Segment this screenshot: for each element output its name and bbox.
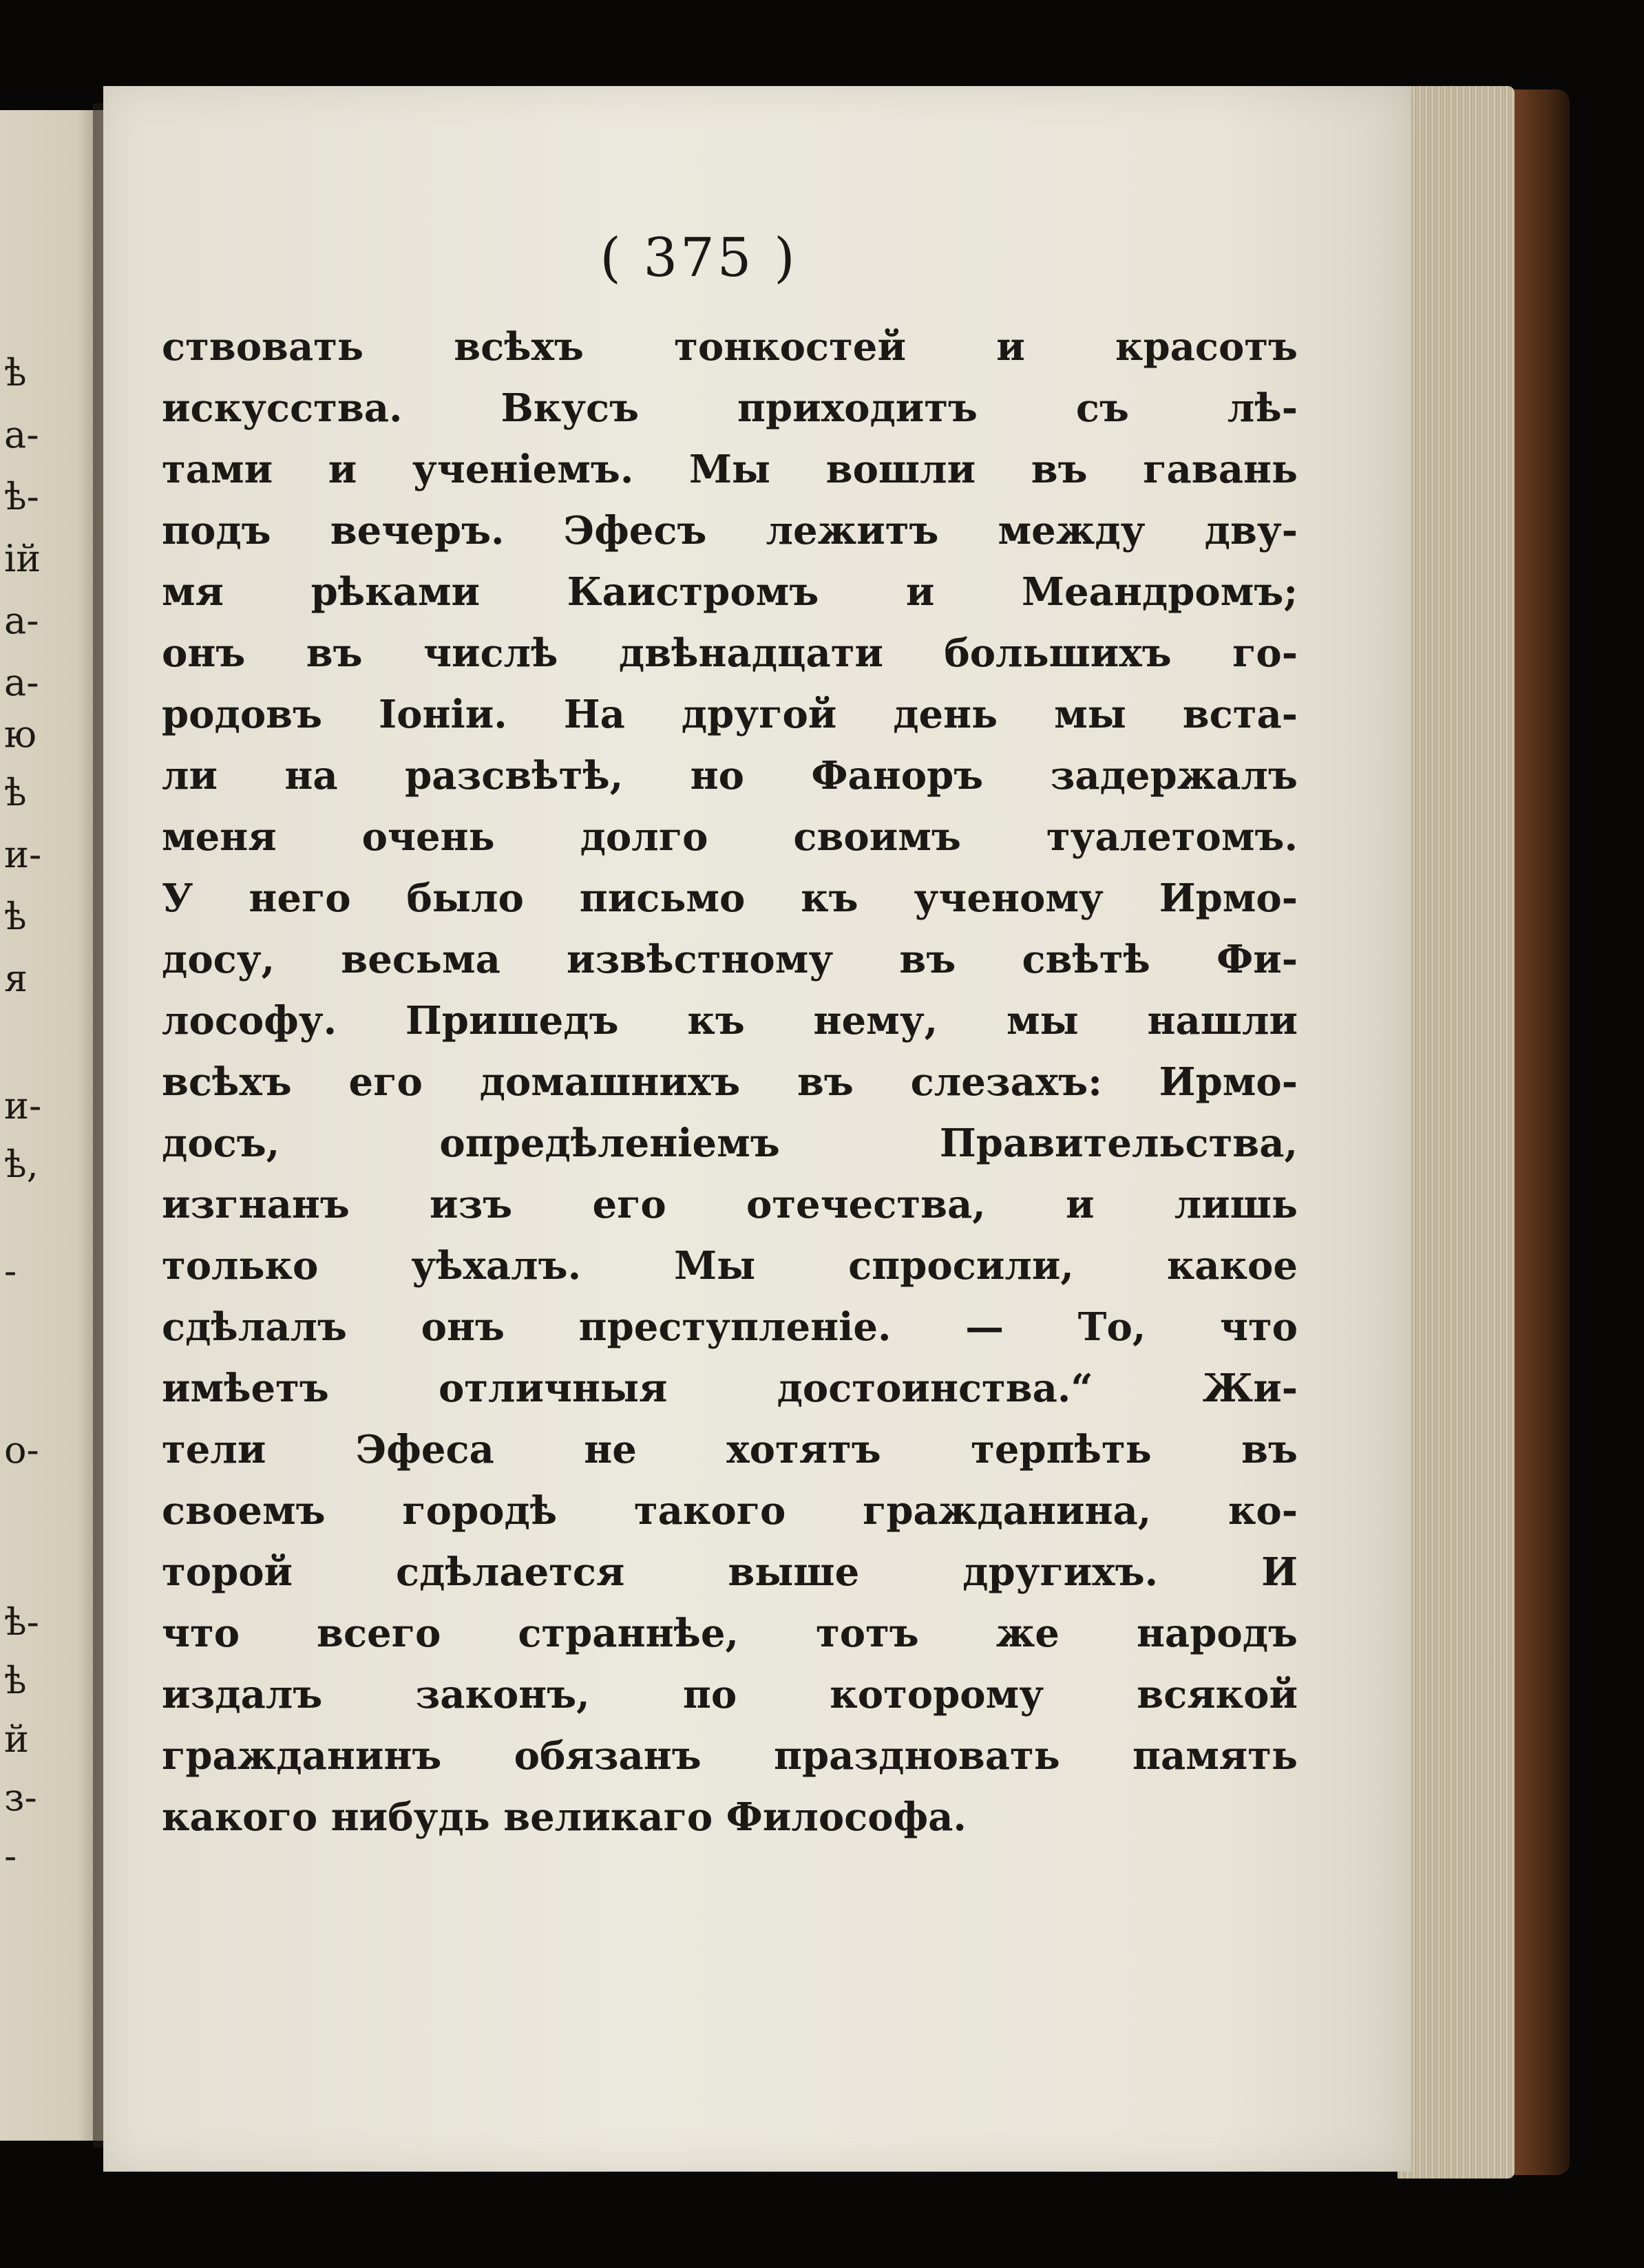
left-page-fragment: а- xyxy=(4,413,39,456)
text-line: тами и ученіемъ. Мы вошли въ гавань xyxy=(162,447,1298,492)
left-page-fragment: ѣ xyxy=(4,1659,27,1702)
text-line: какого нибудь великаго Философа. xyxy=(162,1794,967,1840)
text-line: торой сдѣлается выше другихъ. И xyxy=(162,1549,1298,1595)
text-line: тели Эфеса не хотятъ терпѣть въ xyxy=(162,1427,1298,1472)
text-line: онъ въ числѣ двѣнадцати большихъ го- xyxy=(162,630,1298,676)
text-line: лософу. Пришедъ къ нему, мы нашли xyxy=(162,998,1298,1043)
left-page-fragment: ій xyxy=(4,537,41,580)
left-page-fragment: - xyxy=(4,1834,17,1878)
text-line: искусства. Вкусъ приходитъ съ лѣ- xyxy=(162,385,1298,431)
page-text xyxy=(162,317,1298,1848)
text-line: издалъ законъ, по которому всякой xyxy=(162,1672,1298,1717)
text-line: меня очень долго своимъ туалетомъ. xyxy=(162,814,1298,860)
left-page-fragment: ѣ- xyxy=(4,1600,39,1644)
text-line: всѣхъ его домашнихъ въ слезахъ: Ирмо- xyxy=(162,1059,1298,1105)
left-page-fragment: ѣ- xyxy=(4,475,39,518)
text-line: что всего страннѣе, тотъ же народъ xyxy=(162,1611,1298,1656)
left-page-fragment: я xyxy=(4,957,28,1000)
left-page-fragment: о- xyxy=(4,1428,39,1472)
page-edges xyxy=(1398,86,1515,2179)
text-line: подъ вечеръ. Эфесъ лежитъ между дву- xyxy=(162,508,1298,553)
text-line: ли на разсвѣтѣ, но Фаноръ задержалъ xyxy=(162,753,1298,798)
left-facing-page xyxy=(0,110,103,2141)
left-page-fragment: ѣ xyxy=(4,351,27,394)
left-page-fragment: а- xyxy=(4,599,39,642)
left-page-fragment: а- xyxy=(4,661,39,704)
text-line: имѣетъ отличныя достоинства.“ Жи- xyxy=(162,1366,1298,1411)
text-line: мя рѣками Каистромъ и Меандромъ; xyxy=(162,569,1298,615)
left-page-fragment: ѣ xyxy=(4,771,27,814)
left-page-fragment: ѣ xyxy=(4,895,27,938)
page-number: ( 375 ) xyxy=(600,227,798,289)
book-page xyxy=(103,86,1411,2172)
text-line: своемъ городѣ такого гражданина, ко- xyxy=(162,1488,1298,1534)
text-line: досъ, опредѣленіемъ Правительства, xyxy=(162,1121,1298,1166)
text-line: только уѣхалъ. Мы спросили, какое xyxy=(162,1243,1298,1289)
text-line: гражданинъ обязанъ праздновать память xyxy=(162,1733,1298,1779)
text-line: досу, весьма извѣстному въ свѣтѣ Фи- xyxy=(162,937,1298,982)
left-page-fragment: й xyxy=(4,1717,29,1761)
left-page-fragment: и- xyxy=(4,1084,42,1127)
left-page-fragment: ю xyxy=(4,712,37,756)
text-line: сдѣлалъ онъ преступленіе. — То, что xyxy=(162,1304,1298,1350)
text-line: ствовать всѣхъ тонкостей и красотъ xyxy=(162,324,1298,370)
left-page-fragment: - xyxy=(4,1249,17,1293)
text-line: У него было письмо къ ученому Ирмо- xyxy=(162,876,1298,921)
text-line: изгнанъ изъ его отечества, и лишь xyxy=(162,1182,1298,1227)
text-line: родовъ Іоніи. На другой день мы вста- xyxy=(162,692,1298,737)
left-page-fragment: и- xyxy=(4,833,42,876)
left-page-fragment: ѣ, xyxy=(4,1143,39,1186)
left-page-fragment: з- xyxy=(4,1776,37,1819)
